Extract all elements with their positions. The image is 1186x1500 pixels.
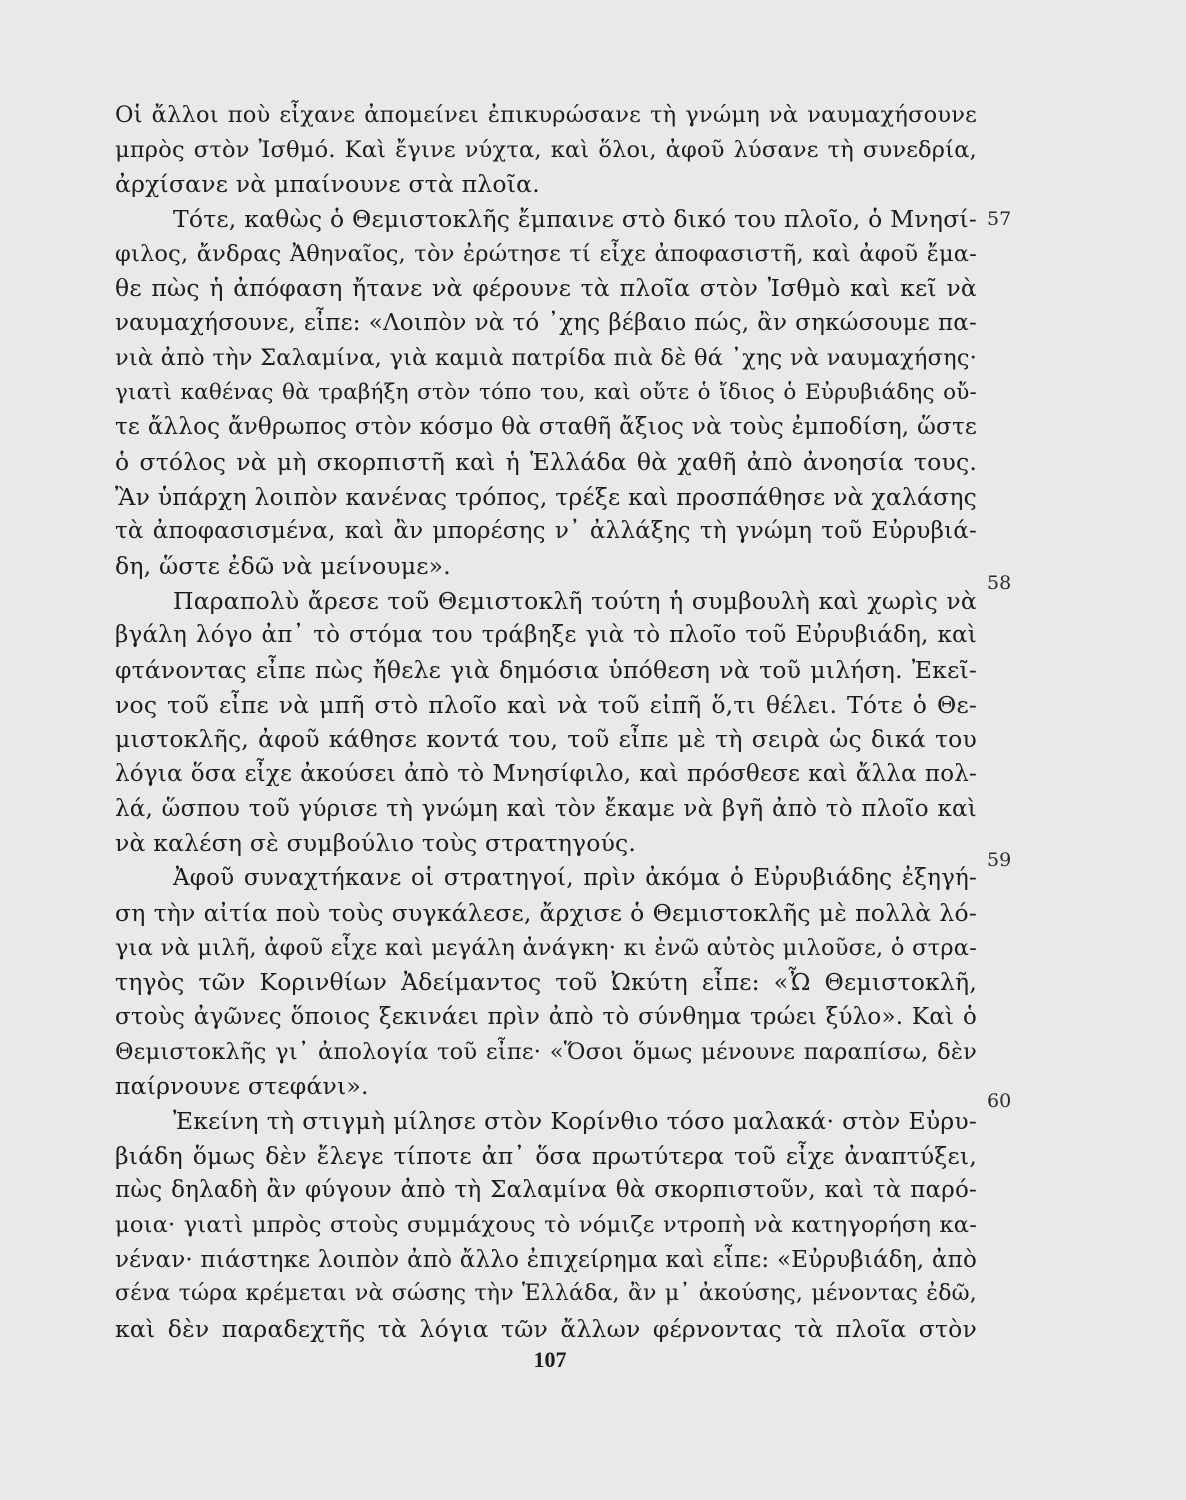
text-line: βγάλη λόγο ἀπ᾽ τὸ στόμα του τράβηξε γιὰ τὸ πλοῖο τοῦ Εὐρυβιάδη, καὶ [115, 622, 977, 649]
text-line: καὶ δὲν παραδεχτῆς τὰ λόγια τῶν ἄλλων φέρνοντας τὰ πλοῖα στὸν [115, 1315, 977, 1344]
text-line: λόγια ὅσα εἶχε ἀκούσει ἀπὸ τὸ Μνησίφιλο, καὶ πρόσθεσε καὶ ἄλλα πολ- [115, 761, 977, 788]
text-line: νὰ καλέση σὲ συμβούλιο τοὺς στρατηγούς. [115, 829, 637, 858]
text-line: πὼς δηλαδὴ ἂν φύγουν ἀπὸ τὴ Σαλαμίνα θὰ σκορπιστοῦν, καὶ τὰ παρό- [115, 1177, 977, 1204]
body-text [115, 98, 977, 1347]
text-line: γιατὶ καθένας θὰ τραβήξη στὸν τόπο του, καὶ οὔτε ὁ ἴδιος ὁ Εὐρυβιάδης οὔ- [115, 379, 977, 405]
text-line: ἀρχίσανε νὰ μπαίνουνε στὰ πλοῖα. [115, 170, 540, 199]
text-line: για νὰ μιλῆ, ἀφοῦ εἶχε καὶ μεγάλη ἀνάγκη· κι ἐνῶ αὐτὸς μιλοῦσε, ὁ στρα- [115, 934, 977, 961]
text-line: Οἱ ἄλλοι ποὺ εἶχανε ἀπομείνει ἐπικυρώσανε τὴ γνώμη νὰ ναυμαχήσουνε [115, 102, 977, 128]
text-line: σένα τώρα κρέμεται νὰ σώσης τὴν Ἑλλάδα, ἂν μ᾽ ἀκούσης, μένοντας ἐδῶ, [115, 1281, 977, 1307]
text-line: νιὰ ἀπὸ τὴν Σαλαμίνα, γιὰ καμιὰ πατρίδα πιὰ δὲ θά ᾽χης νὰ ναυμαχήσης· [115, 344, 977, 371]
text-line: δη, ὥστε ἐδῶ νὰ μείνουμε». [115, 551, 451, 580]
section-number: 59 [987, 849, 1012, 871]
text-line: Θεμιστοκλῆς γι᾽ ἀπολογία τοῦ εἶπε· «Ὅσοι ὅμως μένουνε παραπίσω, δὲν [115, 1038, 977, 1065]
text-line: μοια· γιατὶ μπρὸς στοὺς συμμάχους τὸ νόμιζε ντροπὴ νὰ κατηγορήση κα- [115, 1212, 977, 1238]
text-line: παίρνουνε στεφάνι». [115, 1072, 369, 1101]
text-line: Παραπολὺ ἄρεσε τοῦ Θεμιστοκλῆ τούτη ἡ συμβουλὴ καὶ χωρὶς νὰ [173, 586, 977, 615]
text-line: ση τὴν αἰτία ποὺ τοὺς συγκάλεσε, ἄρχισε ὁ Θεμιστοκλῆς μὲ πολλὰ λό- [115, 898, 977, 927]
text-line: φιλος, ἄνδρας Ἀθηναῖος, τὸν ἐρώτησε τί εἶχε ἀποφασιστῆ, καὶ ἀφοῦ ἔμα- [115, 240, 977, 267]
text-line: βιάδη ὅμως δὲν ἔλεγε τίποτε ἀπ᾽ ὅσα πρωτύτερα τοῦ εἶχε ἀναπτύξει, [115, 1141, 977, 1170]
text-line: τὰ ἀποφασισμένα, καὶ ἂν μπορέσης ν᾽ ἀλλάξης τὴ γνώμη τοῦ Εὐρυβιά- [115, 518, 977, 545]
section-number: 57 [987, 208, 1012, 230]
text-line: νέναν· πιάστηκε λοιπὸν ἀπὸ ἄλλο ἐπιχείρημα καὶ εἶπε: «Εὐρυβιάδη, ἀπὸ [115, 1246, 977, 1273]
text-line: λά, ὥσπου τοῦ γύρισε τὴ γνώμη καὶ τὸν ἔκαμε νὰ βγῆ ἀπὸ τὸ πλοῖο καὶ [115, 795, 977, 822]
text-line: τηγὸς τῶν Κορινθίων Ἀδείμαντος τοῦ Ὠκύτη εἶπε: «Ὦ Θεμιστοκλῆ, [115, 968, 977, 997]
section-number: 58 [987, 572, 1012, 594]
text-line: Ἐκείνη τὴ στιγμὴ μίλησε στὸν Κορίνθιο τόσο μαλακά· στὸν Εὐρυ- [173, 1106, 977, 1135]
text-line: ναυμαχήσουνε, εἶπε: «Λοιπὸν νὰ τό ᾽χης βέβαιο πώς, ἂν σηκώσουμε πα- [115, 310, 977, 337]
section-number: 60 [987, 1090, 1012, 1112]
text-line: νος τοῦ εἶπε νὰ μπῆ στὸ πλοῖο καὶ νὰ τοῦ εἰπῆ ὅ,τι θέλει. Τότε ὁ Θε- [115, 690, 977, 719]
text-line: φτάνοντας εἶπε πὼς ἤθελε γιὰ δημόσια ὑπόθεση νὰ τοῦ μιλήση. Ἐκεῖ- [115, 656, 977, 684]
text-line: ὁ στόλος νὰ μὴ σκορπιστῆ καὶ ἡ Ἑλλάδα θὰ χαθῆ ἀπὸ ἀνοησία τους. [115, 447, 977, 476]
text-line: θε πὼς ἡ ἀπόφαση ἤτανε νὰ φέρουνε τὰ πλοῖα στὸν Ἰσθμὸ καὶ κεῖ νὰ [115, 274, 977, 303]
text-line: Τότε, καθὼς ὁ Θεμιστοκλῆς ἔμπαινε στὸ δικό του πλοῖο, ὁ Μνησί- [173, 205, 977, 234]
page-number: 107 [533, 1347, 567, 1372]
text-line: Ἂν ὑπάρχη λοιπὸν κανένας τρόπος, τρέξε καὶ προσπάθησε νὰ χαλάσης [115, 482, 977, 511]
text-line: στοὺς ἀγῶνες ὅποιος ξεκινάει πρὶν ἀπὸ τὸ σύνθημα τρώει ξύλο». Καὶ ὁ [115, 1003, 977, 1030]
text-line: Ἀφοῦ συναχτήκανε οἱ στρατηγοί, πρὶν ἀκόμα ὁ Εὐρυβιάδης ἐξηγή- [173, 865, 977, 892]
text-line: μιστοκλῆς, ἀφοῦ κάθησε κοντά του, τοῦ εἶπε μὲ τὴ σειρὰ ὡς δικά του [115, 725, 977, 754]
text-line: μπρὸς στὸν Ἰσθμό. Καὶ ἔγινε νύχτα, καὶ ὅλοι, ἀφοῦ λύσανε τὴ συνεδρία, [115, 136, 977, 163]
text-line: τε ἄλλος ἄνθρωπος στὸν κόσμο θὰ σταθῆ ἄξιος νὰ τοὺς ἐμποδίση, ὥστε [115, 414, 977, 441]
